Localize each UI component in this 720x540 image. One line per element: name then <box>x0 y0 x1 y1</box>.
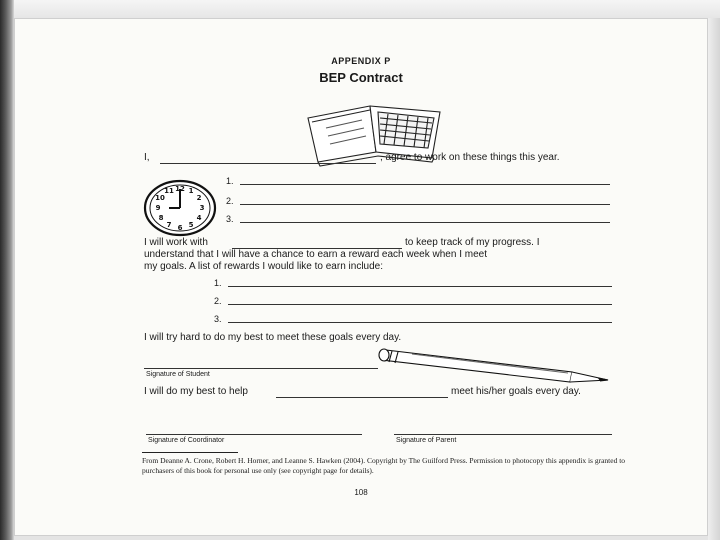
goal-line-3[interactable] <box>240 222 610 223</box>
copyright-credit: From Deanne A. Crone, Robert H. Horner, and Leanne S. Hawken (2004). Copyright by The Guilford Press. Permission to photocopy this appendix is granted to purchasers of this book for personal use only (see copyright page for details). <box>142 456 626 475</box>
document-page <box>14 18 708 536</box>
svg-text:12: 12 <box>175 185 185 193</box>
student-signature-line[interactable] <box>144 368 378 369</box>
work-with-text-start: I will work with <box>144 237 208 248</box>
pencil-icon <box>372 344 612 384</box>
work-with-text-end: to keep track of my progress. I <box>405 237 540 248</box>
goal-number-2: 2. <box>226 196 234 206</box>
svg-text:2: 2 <box>196 194 202 202</box>
svg-text:4: 4 <box>196 214 202 222</box>
footnote-rule <box>142 452 238 453</box>
svg-text:1: 1 <box>188 187 194 195</box>
page-right-edge <box>708 18 720 540</box>
svg-text:7: 7 <box>166 221 172 229</box>
goal-line-2[interactable] <box>240 204 610 205</box>
reward-number-3: 3. <box>214 314 222 324</box>
reward-number-1: 1. <box>214 278 222 288</box>
page-top-edge <box>14 0 720 18</box>
svg-text:9: 9 <box>155 204 161 212</box>
reward-line-3[interactable] <box>228 322 612 323</box>
reward-line-2[interactable] <box>228 304 612 305</box>
svg-text:11: 11 <box>164 187 174 195</box>
best-to-help-text-end: meet his/her goals every day. <box>451 386 581 397</box>
svg-text:6: 6 <box>177 224 183 232</box>
understand-text-line-2: my goals. A list of rewards I would like to earn include: <box>144 261 384 272</box>
page-number: 108 <box>354 488 368 497</box>
coordinator-signature-line[interactable] <box>146 434 362 435</box>
reward-number-2: 2. <box>214 296 222 306</box>
goal-number-1: 1. <box>226 176 234 186</box>
svg-text:8: 8 <box>158 214 164 222</box>
student-signature-label: Signature of Student <box>146 371 210 378</box>
page-title: BEP Contract <box>319 70 403 85</box>
student-name-blank[interactable] <box>160 163 376 164</box>
svg-text:3: 3 <box>199 204 205 212</box>
appendix-label: APPENDIX P <box>331 56 391 66</box>
svg-text:5: 5 <box>188 221 194 229</box>
try-hard-statement: I will try hard to do my best to meet these goals every day. <box>144 332 402 343</box>
agreement-line-text-end: , agree to work on these things this year. <box>380 152 560 163</box>
coordinator-signature-label: Signature of Coordinator <box>148 437 225 444</box>
book-spine-shadow <box>0 0 14 540</box>
goal-line-1[interactable] <box>240 184 610 185</box>
best-to-help-text-start: I will do my best to help <box>144 386 248 397</box>
svg-text:10: 10 <box>155 194 165 202</box>
understand-text-line-1: understand that I will have a chance to earn a reward each week when I meet <box>144 249 487 260</box>
parent-signature-line[interactable] <box>394 434 612 435</box>
reward-line-1[interactable] <box>228 286 612 287</box>
agreement-line-text-start: I, <box>144 152 150 163</box>
parent-signature-label: Signature of Parent <box>396 437 457 444</box>
clock-icon <box>142 178 218 238</box>
goal-number-3: 3. <box>226 214 234 224</box>
helper-name-blank[interactable] <box>276 397 448 398</box>
